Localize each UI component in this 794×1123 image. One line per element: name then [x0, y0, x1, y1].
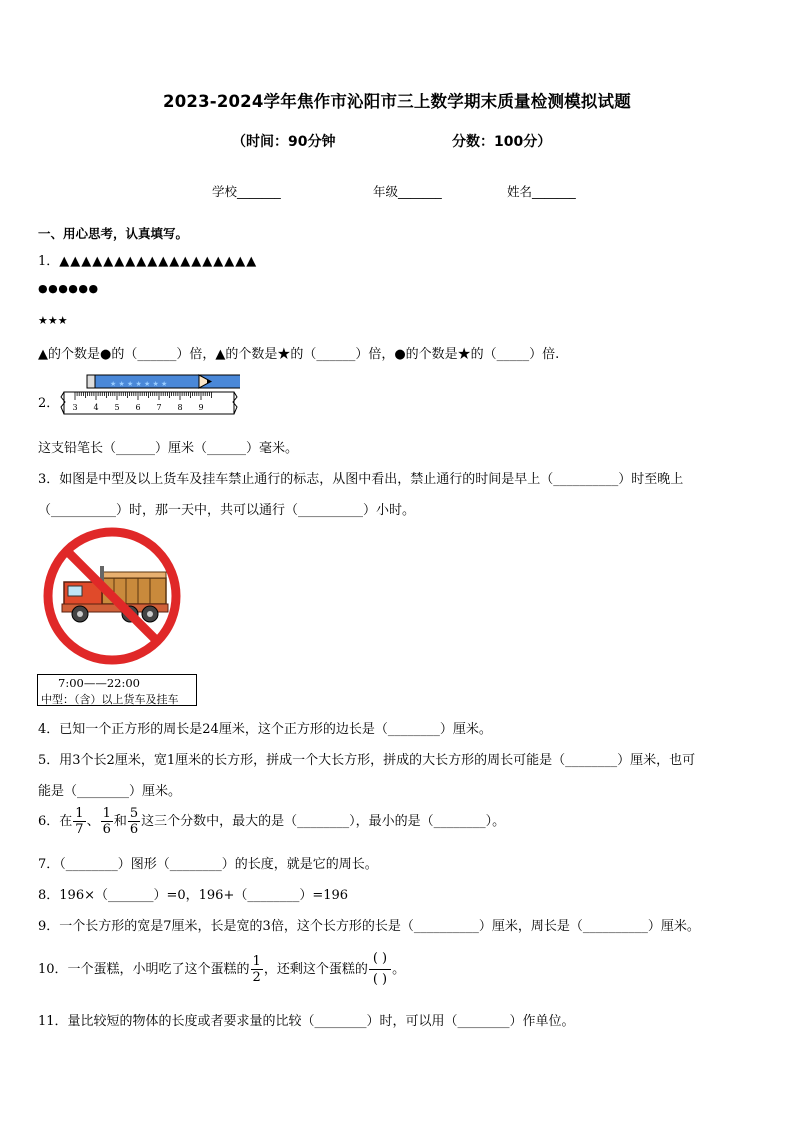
question-8: 8．196×（_______）=0，196+（________）=196: [38, 888, 349, 903]
school-field: 学校_______: [212, 184, 281, 199]
question-6: [38, 806, 505, 837]
fraction-1-7: $\frac{1}{7}$: [75, 806, 84, 837]
question-5-line-1: 5．用3个长2厘米，宽1厘米的长方形，拼成一个大长方形，拼成的大长方形的周长可能是（________）厘米，也可: [38, 753, 696, 768]
svg-text:★ ★ ★ ★ ★ ★ ★: ★ ★ ★ ★ ★ ★ ★: [110, 380, 168, 388]
ruler-label: 8: [177, 403, 183, 412]
question-1-text: ▲的个数是●的（______）倍，▲的个数是★的（______）倍，●的个数是★的（_____）倍.: [38, 347, 560, 362]
question-number: 2．: [38, 396, 60, 411]
fraction-5-6: $\frac{5}{6}$: [129, 806, 139, 837]
question-1: [38, 250, 257, 269]
fraction-1-2: $\frac{1}{2}$: [252, 954, 261, 985]
question-10-prefix: 10．一个蛋糕，小明吃了这个蛋糕的: [38, 962, 250, 977]
sign-plate: [37, 674, 197, 706]
question-7: 7．（________）图形（________）的长度，就是它的周长。: [38, 857, 378, 872]
fraction-1-6: $\frac{1}{6}$: [102, 806, 111, 837]
name-field: 姓名_______: [507, 184, 576, 199]
question-2-text: 这支铅笔长（______）厘米（______）毫米。: [38, 441, 299, 456]
ruler-label: 4: [93, 403, 99, 412]
question-10-end: 。: [392, 962, 406, 977]
question-5-line-2: 能是（________）厘米。: [38, 784, 182, 799]
triangle-row: ▲▲▲▲▲▲▲▲▲▲▲▲▲▲▲▲▲▲: [59, 254, 258, 269]
question-3-line-2: （__________）时，那一天中，共可以通行（__________）小时。: [38, 503, 416, 518]
conjunction: 和: [113, 814, 127, 829]
answer-fraction-blank: $\frac{( )}{( )}$: [369, 949, 391, 990]
question-4: 4．已知一个正方形的周长是24厘米，这个正方形的边长是（________）厘米。: [38, 722, 492, 737]
ruler-label: 7: [156, 403, 162, 412]
sign-label: 中型：（含）以上货车及挂车: [41, 693, 179, 706]
question-10-mid: ，还剩这个蛋糕的: [263, 962, 368, 977]
question-10: [38, 949, 405, 990]
exam-time: （时间：90分钟: [232, 134, 336, 150]
question-9: 9．一个长方形的宽是7厘米，长是宽的3倍，这个长方形的长是（__________）厘米，周长是（__________）厘米。: [38, 919, 700, 934]
separator: 、: [86, 814, 100, 829]
pencil-ruler-figure: [60, 372, 240, 418]
dot-row: ●●●●●●: [38, 282, 99, 295]
page-title: 2023-2024学年焦作市沁阳市三上数学期末质量检测模拟试题: [163, 92, 631, 111]
ruler-image: [61, 392, 237, 414]
question-3-line-1: 3．如图是中型及以上货车及挂车禁止通行的标志，从图中看出，禁止通行的时间是早上（__________）时至晚上: [38, 472, 684, 487]
question-6-suffix: 这三个分数中，最大的是（________），最小的是（________）。: [141, 814, 506, 829]
no-truck-sign: [40, 524, 184, 668]
exam-score: 分数：100分）: [452, 134, 552, 150]
pencil-image: [87, 375, 240, 388]
grade-field: 年级_______: [373, 184, 442, 199]
question-11: 11．量比较短的物体的长度或者要求量的比较（________）时，可以用（________）作单位。: [38, 1014, 575, 1029]
ruler-label: 3: [72, 403, 78, 412]
ruler-label: 6: [135, 403, 141, 412]
question-6-prefix: 6．在: [38, 814, 73, 829]
sign-time: 7:00——22:00: [58, 676, 140, 690]
question-number: 1．: [38, 254, 60, 269]
ruler-label: 9: [198, 403, 204, 412]
section-heading: 一、用心思考，认真填写。: [38, 226, 189, 241]
ruler-label: 5: [114, 403, 120, 412]
star-row: ★★★: [38, 314, 68, 327]
